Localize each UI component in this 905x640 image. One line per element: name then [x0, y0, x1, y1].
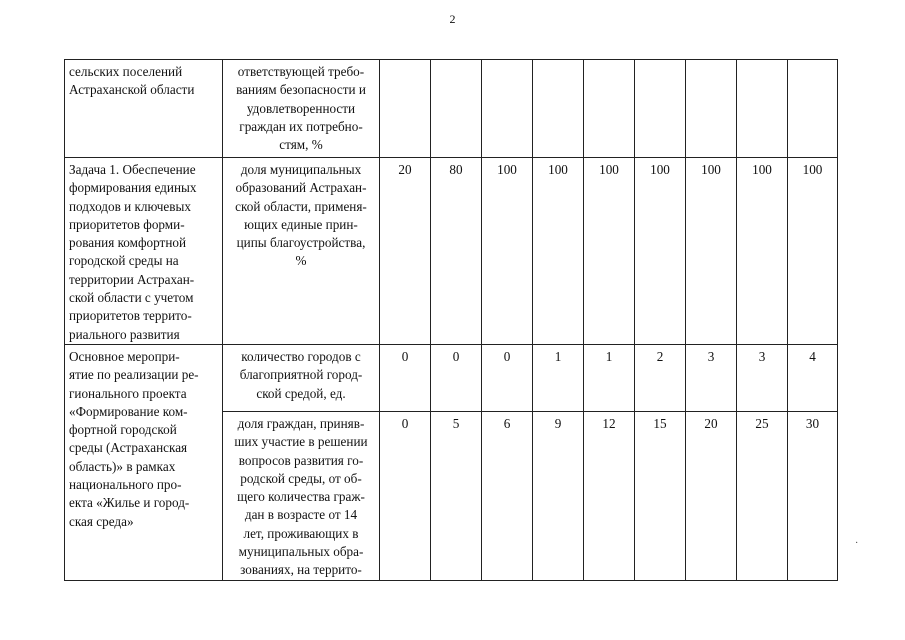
value-cell — [788, 60, 838, 158]
table-row — [65, 158, 838, 345]
value-cell: 3 — [686, 344, 737, 411]
value-cell: 100 — [788, 158, 838, 345]
value-cell — [533, 60, 584, 158]
value-cell: 100 — [686, 158, 737, 345]
value-cell: 100 — [533, 158, 584, 345]
value-cell: 2 — [635, 344, 686, 411]
value-cell: 0 — [380, 344, 431, 411]
table-row — [65, 60, 838, 158]
row-name-cell: Задача 1. Обеспечение формирования единых подходов и ключевых приоритетов форми- рования комфортной городской среды на территории Астрахан- ской области с учетом приоритетов террито- риального развития — [65, 158, 223, 345]
row-name-cell: сельских поселений Астраханской области — [65, 60, 223, 158]
indicator-cell: ответствующей требо- ваниям безопасности и удовлетворенности граждан их потребно- стям, % — [223, 60, 380, 158]
scan-speck: · — [855, 538, 859, 549]
value-cell: 5 — [431, 411, 482, 580]
value-cell — [737, 60, 788, 158]
value-cell — [482, 60, 533, 158]
table-row — [65, 344, 838, 411]
value-cell: 0 — [482, 344, 533, 411]
value-cell — [584, 60, 635, 158]
value-cell: 100 — [737, 158, 788, 345]
row-name-cell: Основное меропри- ятие по реализации ре- гионального проекта «Формирование ком- фортной городской среды (Астраханская область)» в рамках национального про- екта «Жилье и город- ская среда» — [65, 344, 223, 580]
value-cell — [635, 60, 686, 158]
value-cell: 9 — [533, 411, 584, 580]
value-cell: 1 — [584, 344, 635, 411]
value-cell — [431, 60, 482, 158]
value-cell: 80 — [431, 158, 482, 345]
value-cell: 0 — [380, 411, 431, 580]
value-cell: 3 — [737, 344, 788, 411]
indicator-cell: доля граждан, приняв- ших участие в решении вопросов развития го- родской среды, от об- щего количества граж- дан в возрасте от 14 лет, проживающих в муниципальных обра- зованиях, на террито- — [223, 411, 380, 580]
value-cell: 1 — [533, 344, 584, 411]
indicators-table — [64, 59, 838, 581]
value-cell: 6 — [482, 411, 533, 580]
page-number: 2 — [449, 12, 456, 26]
value-cell: 100 — [635, 158, 686, 345]
value-cell: 12 — [584, 411, 635, 580]
value-cell — [686, 60, 737, 158]
indicator-cell: количество городов с благоприятной город- ской средой, ед. — [223, 344, 380, 411]
value-cell — [380, 60, 431, 158]
value-cell: 20 — [686, 411, 737, 580]
value-cell: 4 — [788, 344, 838, 411]
value-cell: 30 — [788, 411, 838, 580]
value-cell: 20 — [380, 158, 431, 345]
value-cell: 100 — [584, 158, 635, 345]
value-cell: 25 — [737, 411, 788, 580]
value-cell: 0 — [431, 344, 482, 411]
value-cell: 15 — [635, 411, 686, 580]
value-cell: 100 — [482, 158, 533, 345]
indicator-cell: доля муниципальных образований Астрахан- ской области, применя- ющих единые прин- ципы благоустройства, % — [223, 158, 380, 345]
